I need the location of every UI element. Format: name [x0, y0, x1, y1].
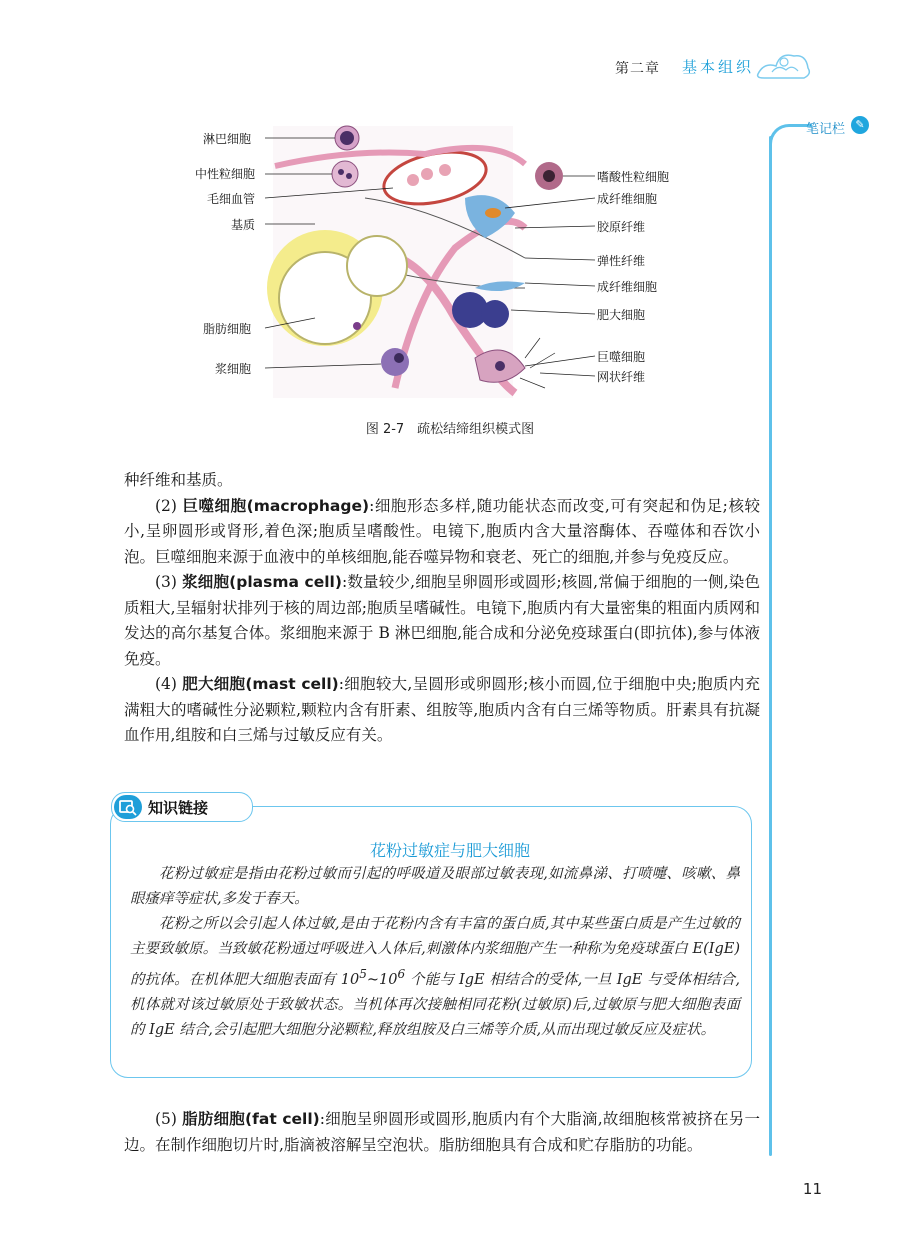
- macrophage-num: (2): [155, 496, 177, 515]
- knowledge-p2-part-a: 花粉之所以会引起人体过敏,是由于花粉内含有丰富的蛋白质,其中某些蛋白质是产生过敏的主要致敏原。当致敏花粉通过呼吸进入人体后,刺激体内浆细胞产生一种称为免疫球蛋白 E(IgE)的抗体。在机体肥大细胞表面有 10: [130, 916, 740, 988]
- knowledge-paragraph-1: 花粉过敏症是指由花粉过敏而引起的呼吸道及眼部过敏表现,如流鼻涕、打喷嚏、咳嗽、鼻眼瘙痒等症状,多发于春天。: [130, 866, 740, 907]
- fig-label-fibroblast: 成纤维细胞: [597, 192, 658, 206]
- fig-label-macrophage: 巨噬细胞: [597, 350, 646, 364]
- search-book-icon: [114, 795, 142, 819]
- plasma-paragraph: [124, 570, 760, 672]
- continuation-text: 种纤维和基质。: [124, 471, 233, 489]
- fat-term: 脂肪细胞(fat cell): [182, 1110, 320, 1128]
- fig-label-lymphocyte: 淋巴细胞: [203, 132, 252, 146]
- fig-label-mast-cell: 肥大细胞: [597, 308, 646, 322]
- fat-paragraph: [124, 1107, 760, 1158]
- plasma-num: (3): [155, 573, 177, 591]
- page-number: 11: [802, 1180, 822, 1198]
- pencil-note-icon: ✎: [851, 116, 869, 134]
- mast-term: 肥大细胞(mast cell): [182, 675, 339, 693]
- figure-caption: 图 2-7 疏松结缔组织模式图: [365, 422, 535, 437]
- fig-label-elastic-fiber: 弹性纤维: [597, 254, 646, 268]
- macrophage-text: :细胞形态多样,随功能状态而改变,可有突起和伪足;核较小,呈卵圆形或肾形,着色深;胞质呈嗜酸性。电镜下,胞质内含大量溶酶体、吞噬体和吞饮小泡。巨噬细胞来源于血液中的单核细胞,能吞噬异物和衰老、死亡的细胞,并参与免疫反应。: [124, 496, 760, 566]
- fig-label-ground-substance: 基质: [231, 218, 256, 232]
- notes-divider-line: [769, 136, 772, 1156]
- macrophage-term: 巨噬细胞(macrophage): [182, 496, 370, 515]
- knowledge-body: [130, 862, 740, 1043]
- chapter-label: 第二章: [615, 61, 660, 77]
- knowledge-p2-sup-1: 5: [359, 967, 367, 981]
- knowledge-title: 花粉过敏症与肥大细胞: [369, 841, 530, 860]
- loose-connective-tissue-figure: [195, 118, 695, 413]
- fig-label-fat-cell: 脂肪细胞: [203, 322, 252, 336]
- fat-num: (5): [155, 1110, 177, 1128]
- fig-label-collagen-fiber: 胶原纤维: [597, 220, 646, 234]
- mast-num: (4): [155, 675, 177, 693]
- macrophage-paragraph: [124, 494, 760, 571]
- knowledge-p2-mid: ~10: [366, 971, 398, 988]
- fig-label-eosinophil: 嗜酸性粒细胞: [597, 170, 670, 184]
- body-section-2: [124, 1107, 760, 1158]
- knowledge-link-tab: [111, 792, 253, 822]
- knowledge-p2-part-b: 个能与 IgE 相结合的受体,一旦 IgE 与受体相结合,机体就对该过敏原处于致敏状态。当机体再次接触相同花粉(过敏原)后,过敏原与肥大细胞表面的 IgE 结合,会引起肥大细胞分泌颗粒,释放组胺及白三烯等介质,从而出现过敏反应及症状。: [130, 971, 740, 1038]
- knowledge-link-label: 知识链接: [148, 799, 209, 817]
- body-section-1: [124, 468, 760, 749]
- mast-text: :细胞较大,呈圆形或卵圆形;核小而圆,位于细胞中央;胞质内充满粗大的嗜碱性分泌颗粒,颗粒内含有肝素、组胺等,胞质内含有白三烯等物质。肝素具有抗凝血作用,组胺和白三烯与过敏反应有关。: [124, 675, 760, 744]
- fat-text: :细胞呈卵圆形或圆形,胞质内有个大脂滴,故细胞核常被挤在另一边。在制作细胞切片时,脂滴被溶解呈空泡状。脂肪细胞具有合成和贮存脂肪的功能。: [124, 1110, 760, 1154]
- plasma-term: 浆细胞(plasma cell): [182, 573, 342, 591]
- knowledge-p2-sup-2: 6: [397, 967, 406, 981]
- fig-label-reticular-fiber: 网状纤维: [597, 370, 646, 384]
- chapter-title: 基本组织: [682, 58, 755, 76]
- fig-label-capillary: 毛细血管: [207, 192, 256, 206]
- fig-label-plasma-cell: 浆细胞: [215, 362, 252, 376]
- fig-label-fibroblast-2: 成纤维细胞: [597, 280, 658, 294]
- notes-label: 笔记栏: [806, 122, 846, 137]
- cloud-ornament-icon: [754, 44, 814, 84]
- plasma-text: :数量较少,细胞呈卵圆形或圆形;核圆,常偏于细胞的一侧,染色质粗大,呈辐射状排列于核的周边部;胞质呈嗜碱性。电镜下,胞质内有大量密集的粗面内质网和发达的高尔基复合体。浆细胞来源于 B 淋巴细胞,能合成和分泌免疫球蛋白(即抗体),参与体液免疫。: [124, 573, 760, 668]
- fig-label-neutrophil: 中性粒细胞: [195, 167, 256, 181]
- knowledge-paragraph-2: [130, 912, 740, 1043]
- mast-paragraph: [124, 672, 760, 749]
